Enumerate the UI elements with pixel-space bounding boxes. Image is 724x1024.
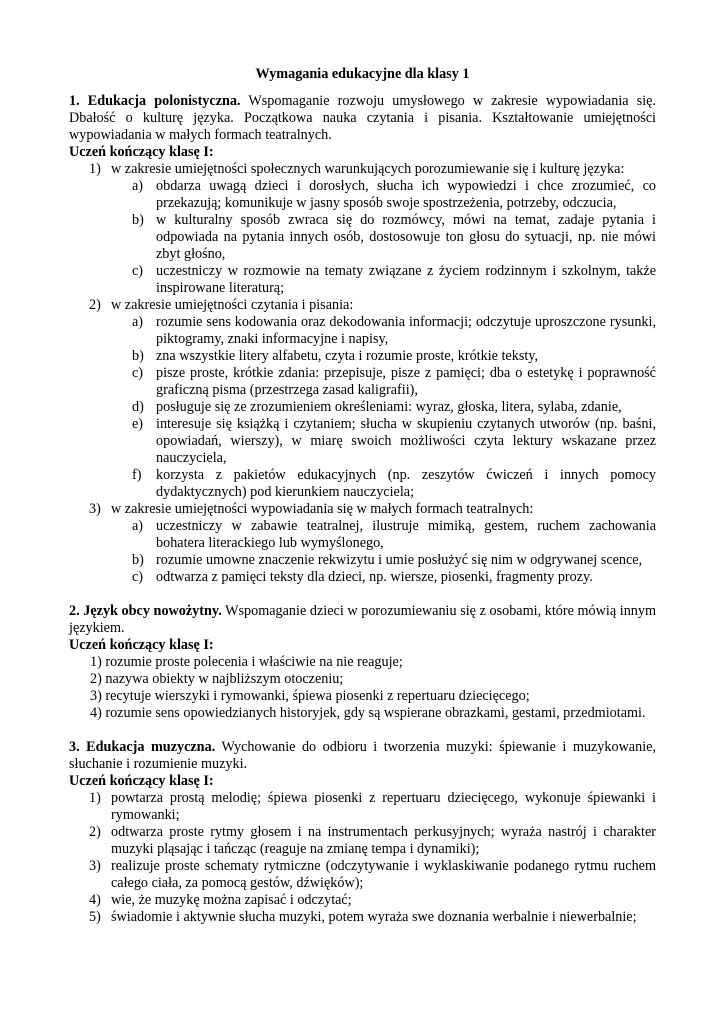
sub-item-text: pisze proste, krótkie zdania: przepisuje, pisze z pamięci; dba o estetykę i poprawność graficzną pisma (przestrzega zasad kaligrafii), bbox=[156, 365, 656, 398]
sub-item-letter: d) bbox=[132, 399, 144, 415]
sublist bbox=[111, 314, 656, 501]
page-title: Wymagania edukacyjne dla klasy 1 bbox=[255, 66, 470, 82]
section-2-list bbox=[69, 654, 656, 722]
spacer bbox=[69, 586, 656, 603]
item-number: 4) bbox=[89, 892, 101, 908]
sub-item-text: rozumie sens kodowania oraz dekodowania informacji; odczytuje uproszczone rysunki, piktogramy, znaki informacyjne i napisy, bbox=[156, 314, 656, 347]
item-text: realizuje proste schematy rytmiczne (odczytywanie i wyklaskiwanie podanego rytmu ruchem całego ciała, za pomocą gestów, dźwięków); bbox=[111, 858, 656, 891]
sub-item-text: posługuje się ze zrozumieniem określeniami: wyraz, głoska, litera, sylaba, zdanie, bbox=[156, 399, 622, 415]
sub-item-letter: c) bbox=[132, 365, 144, 381]
sub-list-item bbox=[69, 178, 656, 212]
sub-item-letter: b) bbox=[132, 212, 144, 228]
sub-list-item bbox=[69, 467, 656, 501]
sub-item-letter: a) bbox=[132, 314, 144, 330]
item-number: 2) bbox=[89, 824, 101, 840]
sub-list-item bbox=[69, 569, 656, 586]
list-item bbox=[69, 892, 656, 909]
sub-item-letter: b) bbox=[132, 552, 144, 568]
section-2-intro-text: Wspomaganie dzieci w porozumiewaniu się z osobami, które mówią innym językiem. bbox=[69, 603, 657, 636]
list-item: 2) nazywa obiekty w najbliższym otoczeniu; bbox=[90, 671, 344, 687]
list-item: 3) recytuje wierszyki i rymowanki, śpiewa piosenki z repertuaru dziecięcego; bbox=[90, 688, 530, 704]
list-item bbox=[69, 297, 656, 501]
item-number: 2) bbox=[89, 297, 101, 313]
sub-list-item bbox=[69, 518, 656, 552]
sub-list-item bbox=[69, 552, 656, 569]
section-1-list bbox=[69, 161, 656, 586]
sub-item-text: uczestniczy w rozmowie na tematy związane z życiem rodzinnym i szkolnym, także inspirowane literaturą; bbox=[156, 263, 656, 296]
sub-item-text: uczestniczy w zabawie teatralnej, ilustruje mimiką, gestem, ruchem zachowania bohatera literackiego lub wymyślonego, bbox=[156, 518, 656, 551]
sub-item-text: rozumie umowne znaczenie rekwizytu i umie posłużyć się nim w odgrywanej scence, bbox=[156, 552, 643, 568]
list-item bbox=[69, 824, 656, 858]
item-text: w zakresie umiejętności społecznych warunkujących porozumiewanie się i kulturę języka: bbox=[111, 161, 625, 177]
sub-item-text: zna wszystkie litery alfabetu, czyta i rozumie proste, krótkie teksty, bbox=[156, 348, 539, 364]
section-3-student-label: Uczeń kończący klasę I: bbox=[69, 773, 214, 789]
list-item bbox=[69, 858, 656, 892]
sub-item-letter: a) bbox=[132, 518, 144, 534]
section-2-student-label: Uczeń kończący klasę I: bbox=[69, 637, 214, 653]
list-item: 4) rozumie sens opowiedzianych historyjek, gdy są wspierane obrazkami, gestami, przedmiotami. bbox=[90, 705, 646, 721]
sub-item-text: interesuje się książką i czytaniem; słucha w skupieniu czytanych utworów (np. baśni, opowiadań, wierszy), w miarę swoich możliwości czyta lektury wskazane przez nauczyciela, bbox=[156, 416, 656, 466]
section-3-intro bbox=[69, 739, 656, 773]
item-number: 3) bbox=[89, 501, 101, 517]
section-2-heading: 2. Język obcy nowożytny. bbox=[69, 603, 222, 619]
spacer bbox=[69, 722, 656, 739]
section-1-intro bbox=[69, 93, 656, 144]
document-page bbox=[69, 66, 656, 926]
section-3-intro-text: Wychowanie do odbioru i tworzenia muzyki: śpiewanie i muzykowanie, słuchanie i rozumienie muzyki. bbox=[69, 739, 656, 772]
item-text: w zakresie umiejętności wypowiadania się w małych formach teatralnych: bbox=[111, 501, 534, 517]
sub-list-item bbox=[69, 348, 656, 365]
sub-list-item bbox=[69, 212, 656, 263]
item-text: świadomie i aktywnie słucha muzyki, potem wyraża swe doznania werbalnie i niewerbalnie; bbox=[111, 909, 637, 925]
sub-item-letter: c) bbox=[132, 263, 144, 279]
sub-item-letter: a) bbox=[132, 178, 144, 194]
sublist bbox=[111, 518, 656, 586]
item-text: powtarza prostą melodię; śpiewa piosenki z repertuaru dziecięcego, wykonuje śpiewanki i rymowanki; bbox=[111, 790, 656, 823]
section-1-heading: 1. Edukacja polonistyczna. bbox=[69, 93, 241, 109]
section-1-student-label: Uczeń kończący klasę I: bbox=[69, 144, 214, 160]
list-item bbox=[69, 161, 656, 297]
sub-item-text: obdarza uwagą dzieci i dorosłych, słucha ich wypowiedzi i chce zrozumieć, co przekazują; komunikuje w jasny sposób swoje spostrzeżenia, potrzeby, odczucia, bbox=[156, 178, 656, 211]
sub-list-item bbox=[69, 416, 656, 467]
item-number: 1) bbox=[89, 161, 101, 177]
sub-list-item bbox=[69, 365, 656, 399]
section-2-intro bbox=[69, 603, 656, 637]
item-text: w zakresie umiejętności czytania i pisania: bbox=[111, 297, 354, 313]
item-number: 1) bbox=[89, 790, 101, 806]
sub-item-text: odtwarza z pamięci teksty dla dzieci, np. wiersze, piosenki, fragmenty prozy. bbox=[156, 569, 593, 585]
sub-item-text: korzysta z pakietów edukacyjnych (np. zeszytów ćwiczeń i innych pomocy dydaktycznych) pod kierunkiem nauczyciela; bbox=[156, 467, 656, 500]
list-item bbox=[69, 790, 656, 824]
section-3-heading: 3. Edukacja muzyczna. bbox=[69, 739, 216, 755]
section-3-list bbox=[69, 790, 656, 926]
item-number: 3) bbox=[89, 858, 101, 874]
list-item bbox=[69, 501, 656, 586]
sub-list-item bbox=[69, 399, 656, 416]
sub-item-letter: e) bbox=[132, 416, 144, 432]
item-text: odtwarza proste rytmy głosem i na instrumentach perkusyjnych; wyraża nastrój i charakter muzyki pląsając i tańcząc (reaguje na zmianę tempa i dynamiki); bbox=[111, 824, 656, 857]
sub-item-letter: c) bbox=[132, 569, 144, 585]
sub-item-letter: b) bbox=[132, 348, 144, 364]
sub-list-item bbox=[69, 314, 656, 348]
item-text: wie, że muzykę można zapisać i odczytać; bbox=[111, 892, 352, 908]
section-1-intro-text: Wspomaganie rozwoju umysłowego w zakresie wypowiadania się. Dbałość o kulturę języka. Początkowa nauka czytania i pisania. Kształtowanie umiejętności wypowiadania w małych formach teatralnych. bbox=[69, 93, 656, 143]
sub-list-item bbox=[69, 263, 656, 297]
sublist bbox=[111, 178, 656, 297]
item-number: 5) bbox=[89, 909, 101, 925]
list-item bbox=[69, 909, 656, 926]
sub-item-text: w kulturalny sposób zwraca się do rozmówcy, mówi na temat, zadaje pytania i odpowiada na pytania innych osób, dostosowuje ton głosu do sytuacji, np. nie mówi zbyt głośno, bbox=[156, 212, 656, 262]
list-item: 1) rozumie proste polecenia i właściwie na nie reaguje; bbox=[90, 654, 403, 670]
sub-item-letter: f) bbox=[132, 467, 142, 483]
